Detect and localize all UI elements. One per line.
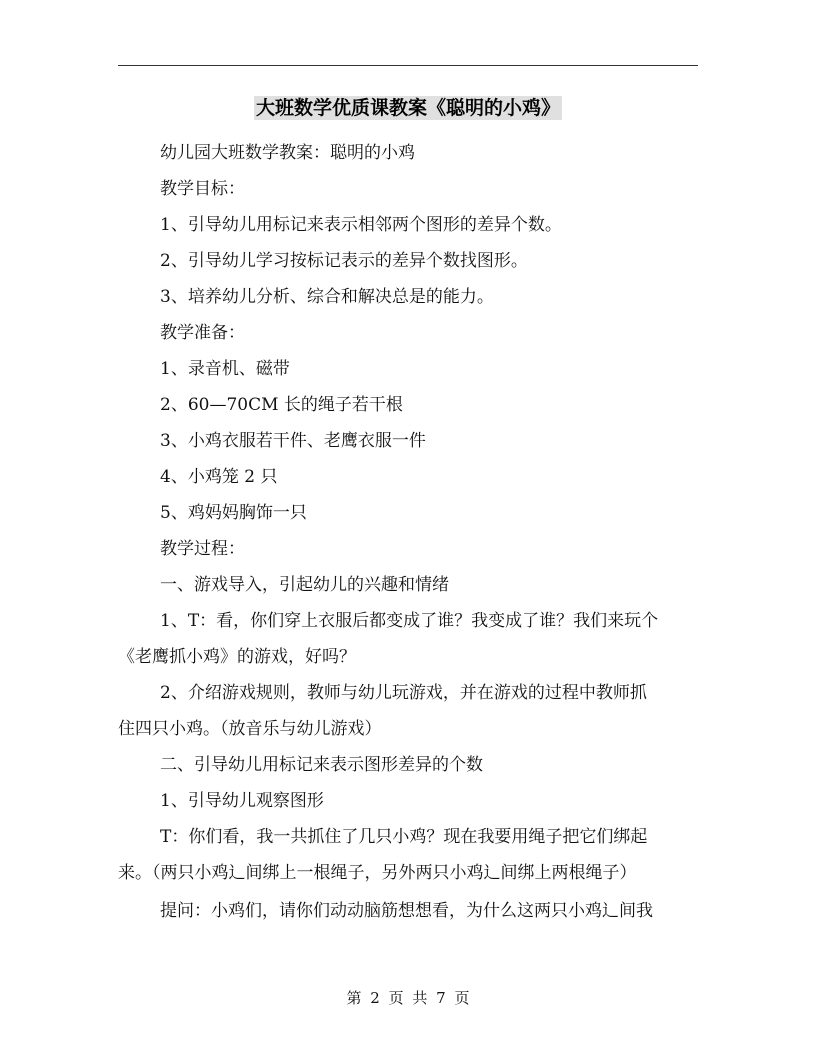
paragraph-line: 教学目标： xyxy=(160,179,245,199)
paragraph-line: 3、小鸡衣服若干件、老鹰衣服一件 xyxy=(160,431,426,451)
paragraph-line: 1、引导幼儿观察图形 xyxy=(160,791,324,811)
paragraph-line: 3、培养幼儿分析、综合和解决总是的能力。 xyxy=(160,287,494,307)
paragraph-line: 2、60—70CM 长的绳子若干根 xyxy=(160,395,403,415)
paragraph-line: 教学过程： xyxy=(160,539,245,559)
paragraph-line: T：你们看，我一共抓住了几只小鸡？现在我要用绳子把它们绑起 xyxy=(160,827,648,847)
page-footer: 第 2 页 共 7 页 xyxy=(346,989,470,1007)
paragraph-line: 1、录音机、磁带 xyxy=(160,359,290,379)
header-rule xyxy=(118,65,698,66)
paragraph-line: 二、引导幼儿用标记来表示图形差异的个数 xyxy=(160,755,483,775)
paragraph-line: 教学准备： xyxy=(160,323,245,343)
paragraph-line: 住四只小鸡。（放音乐与幼儿游戏） xyxy=(118,719,382,739)
paragraph-line: 1、T：看，你们穿上衣服后都变成了谁？我变成了谁？我们来玩个 xyxy=(160,611,659,631)
paragraph-line: 1、引导幼儿用标记来表示相邻两个图形的差异个数。 xyxy=(160,215,562,235)
paragraph-line: 幼儿园大班数学教案：聪明的小鸡 xyxy=(160,143,415,163)
paragraph-line: 提问：小鸡们，请你们动动脑筋想想看，为什么这两只小鸡辶间我 xyxy=(160,901,653,921)
document-title: 大班数学优质课教案《聪明的小鸡》 xyxy=(255,97,560,119)
paragraph-line: 2、介绍游戏规则，教师与幼儿玩游戏，并在游戏的过程中教师抓 xyxy=(160,683,647,703)
paragraph-line: 一、游戏导入，引起幼儿的兴趣和情绪 xyxy=(160,575,449,595)
paragraph-line: 《老鹰抓小鸡》的游戏，好吗？ xyxy=(118,647,356,667)
title-block xyxy=(0,96,816,120)
paragraph-line: 4、小鸡笼 2 只 xyxy=(160,467,278,487)
paragraph-line: 2、引导幼儿学习按标记表示的差异个数找图形。 xyxy=(160,251,528,271)
paragraph-line: 5、鸡妈妈胸饰一只 xyxy=(160,503,307,523)
paragraph-line: 来。（两只小鸡辶间绑上一根绳子，另外两只小鸡辶间绑上两根绳子） xyxy=(118,863,637,883)
